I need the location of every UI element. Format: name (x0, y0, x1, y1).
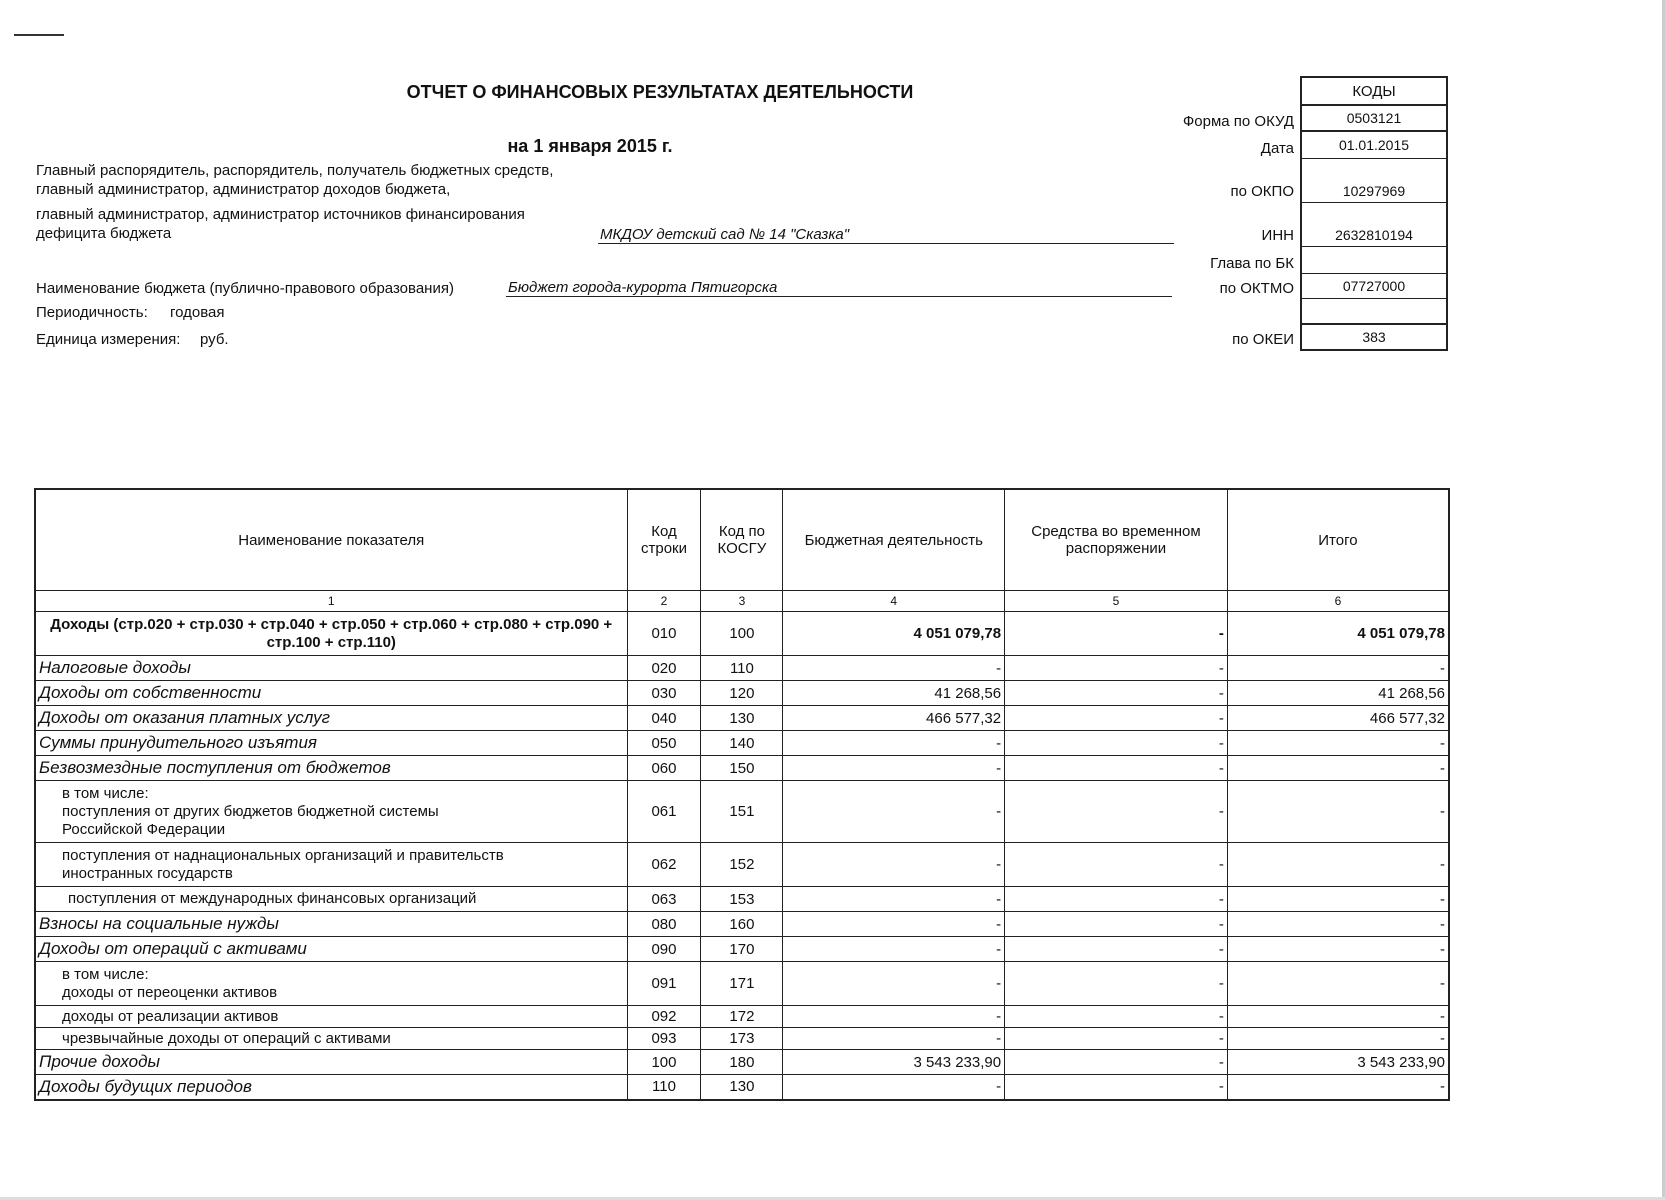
row-name: поступления от международных финансовых организаций (35, 887, 627, 912)
row-kosgu: 130 (701, 706, 783, 731)
code-oktmo: 07727000 (1301, 274, 1447, 299)
table-row (35, 656, 1449, 681)
codes-table (1300, 76, 1448, 351)
row-name (35, 962, 627, 1006)
row-kosgu: 172 (701, 1006, 783, 1028)
row-code: 100 (627, 1050, 701, 1075)
row-budget: - (783, 1006, 1005, 1028)
row-code: 040 (627, 706, 701, 731)
row-total: - (1227, 962, 1449, 1006)
table-row (35, 1028, 1449, 1050)
code-date: 01.01.2015 (1301, 131, 1447, 159)
row-name-line: иностранных государств (62, 864, 233, 882)
row-temp: - (1005, 612, 1228, 656)
row-budget: - (783, 912, 1005, 937)
row-total: - (1227, 912, 1449, 937)
table-row (35, 937, 1449, 962)
row-kosgu: 152 (701, 843, 783, 887)
row-budget: 4 051 079,78 (783, 612, 1005, 656)
col-number: 4 (783, 591, 1005, 612)
row-kosgu: 160 (701, 912, 783, 937)
row-temp: - (1005, 1006, 1228, 1028)
row-kosgu: 130 (701, 1075, 783, 1100)
row-total: - (1227, 1028, 1449, 1050)
row-name: Прочие доходы (35, 1050, 627, 1075)
table-row (35, 843, 1449, 887)
row-budget: - (783, 843, 1005, 887)
org-name: МКДОУ детский сад № 14 "Сказка" (598, 226, 1174, 244)
column-numbers-row (35, 591, 1449, 612)
code-label-inn: ИНН (1261, 227, 1294, 244)
row-temp: - (1005, 706, 1228, 731)
row-temp: - (1005, 912, 1228, 937)
row-name: Доходы от оказания платных услуг (35, 706, 627, 731)
col-number: 5 (1005, 591, 1228, 612)
budget-label: Наименование бюджета (публично-правового образования) (36, 280, 454, 297)
col-number: 3 (701, 591, 783, 612)
row-name (35, 781, 627, 843)
row-code: 060 (627, 756, 701, 781)
row-name: Взносы на социальные нужды (35, 912, 627, 937)
row-code: 092 (627, 1006, 701, 1028)
code-label-okei: по ОКЕИ (1232, 331, 1294, 348)
code-inn: 2632810194 (1301, 203, 1447, 247)
row-budget: - (783, 1075, 1005, 1100)
row-temp: - (1005, 731, 1228, 756)
row-name: чрезвычайные доходы от операций с активами (35, 1028, 627, 1050)
row-code: 062 (627, 843, 701, 887)
financial-results-table (34, 488, 1450, 1101)
col-header-budget: Бюджетная деятельность (783, 489, 1005, 591)
row-kosgu: 151 (701, 781, 783, 843)
row-code: 020 (627, 656, 701, 681)
code-glava-bk (1301, 247, 1447, 274)
row-total: - (1227, 843, 1449, 887)
row-name-line: доходы от переоценки активов (62, 983, 278, 1001)
row-name: Доходы будущих периодов (35, 1075, 627, 1100)
row-kosgu: 100 (701, 612, 783, 656)
row-kosgu: 170 (701, 937, 783, 962)
row-total: - (1227, 731, 1449, 756)
report-date: на 1 января 2015 г. (507, 136, 673, 156)
row-kosgu: 171 (701, 962, 783, 1006)
col-header-total: Итого (1227, 489, 1449, 591)
code-label-oktmo: по ОКТМО (1219, 280, 1294, 297)
row-code: 030 (627, 681, 701, 706)
row-total: - (1227, 1006, 1449, 1028)
code-okud: 0503121 (1301, 105, 1447, 131)
table-header-row (35, 489, 1449, 591)
table-row (35, 612, 1449, 656)
row-budget: - (783, 937, 1005, 962)
row-temp: - (1005, 1050, 1228, 1075)
row-budget: 466 577,32 (783, 706, 1005, 731)
row-name-line: в том числе: (62, 784, 149, 802)
row-temp: - (1005, 756, 1228, 781)
row-name: Безвозмездные поступления от бюджетов (35, 756, 627, 781)
code-empty (1301, 299, 1447, 325)
row-code: 050 (627, 731, 701, 756)
col-number: 2 (627, 591, 701, 612)
row-kosgu: 120 (701, 681, 783, 706)
row-budget: - (783, 887, 1005, 912)
code-label-okud: Форма по ОКУД (1182, 113, 1294, 130)
row-name: Доходы от собственности (35, 681, 627, 706)
budget-name: Бюджет города-курорта Пятигорска (506, 279, 1172, 297)
unit-value: руб. (200, 331, 229, 348)
row-name (35, 843, 627, 887)
row-total: 466 577,32 (1227, 706, 1449, 731)
table-row (35, 1075, 1449, 1100)
table-row (35, 912, 1449, 937)
row-budget: 3 543 233,90 (783, 1050, 1005, 1075)
row-total: 3 543 233,90 (1227, 1050, 1449, 1075)
col-number: 6 (1227, 591, 1449, 612)
col-header-temp: Средства во временном распоряжении (1005, 489, 1228, 591)
unit-label: Единица измерения: (36, 331, 181, 348)
row-temp: - (1005, 962, 1228, 1006)
row-temp: - (1005, 1028, 1228, 1050)
codes-header: КОДЫ (1301, 77, 1447, 105)
code-label-glava-bk: Глава по БК (1210, 255, 1294, 272)
row-name-line: Российской Федерации (62, 820, 226, 838)
table-row (35, 756, 1449, 781)
table-row (35, 962, 1449, 1006)
row-total: - (1227, 1075, 1449, 1100)
header-line-1: Главный распорядитель, распорядитель, получатель бюджетных средств, (36, 162, 554, 179)
row-name-line: поступления от других бюджетов бюджетной системы (62, 802, 439, 820)
code-label-okpo: по ОКПО (1230, 183, 1294, 200)
row-total: - (1227, 781, 1449, 843)
row-total: - (1227, 756, 1449, 781)
code-okei: 383 (1301, 324, 1447, 350)
row-code: 063 (627, 887, 701, 912)
row-total: - (1227, 656, 1449, 681)
row-budget: - (783, 1028, 1005, 1050)
row-code: 093 (627, 1028, 701, 1050)
row-kosgu: 110 (701, 656, 783, 681)
row-code: 110 (627, 1075, 701, 1100)
row-code: 061 (627, 781, 701, 843)
row-kosgu: 180 (701, 1050, 783, 1075)
row-name-line: в том числе: (62, 965, 149, 983)
row-code: 010 (627, 612, 701, 656)
row-code: 090 (627, 937, 701, 962)
row-total: - (1227, 937, 1449, 962)
row-temp: - (1005, 656, 1228, 681)
table-row (35, 706, 1449, 731)
table-row (35, 1006, 1449, 1028)
row-budget: - (783, 962, 1005, 1006)
row-total: 4 051 079,78 (1227, 612, 1449, 656)
header-line-2: главный администратор, администратор доходов бюджета, (36, 181, 451, 198)
row-kosgu: 173 (701, 1028, 783, 1050)
row-name: Доходы (стр.020 + стр.030 + стр.040 + стр.050 + стр.060 + стр.080 + стр.090 + стр.100 + стр.110) (35, 612, 627, 656)
row-name-line: поступления от наднациональных организаций и правительств (62, 846, 504, 864)
row-budget: - (783, 756, 1005, 781)
row-temp: - (1005, 1075, 1228, 1100)
row-name: Доходы от операций с активами (35, 937, 627, 962)
row-budget: 41 268,56 (783, 681, 1005, 706)
row-temp: - (1005, 887, 1228, 912)
row-kosgu: 150 (701, 756, 783, 781)
col-header-name: Наименование показателя (35, 489, 627, 591)
report-title: ОТЧЕТ О ФИНАНСОВЫХ РЕЗУЛЬТАТАХ ДЕЯТЕЛЬНОСТИ (406, 82, 914, 102)
table-row (35, 681, 1449, 706)
row-temp: - (1005, 937, 1228, 962)
code-label-date: Дата (1260, 140, 1294, 157)
row-temp: - (1005, 781, 1228, 843)
table-row (35, 781, 1449, 843)
row-budget: - (783, 656, 1005, 681)
table-row (35, 731, 1449, 756)
row-name: Суммы принудительного изъятия (35, 731, 627, 756)
header-line-4: дефицита бюджета (36, 225, 172, 242)
table-row (35, 1050, 1449, 1075)
row-total: - (1227, 887, 1449, 912)
period-label: Периодичность: (36, 304, 148, 321)
col-number: 1 (35, 591, 627, 612)
col-header-kosgu: Код по КОСГУ (701, 489, 783, 591)
header-line-3: главный администратор, администратор источников финансирования (36, 206, 525, 223)
col-header-code: Код строки (627, 489, 701, 591)
row-temp: - (1005, 681, 1228, 706)
row-code: 080 (627, 912, 701, 937)
code-okpo: 10297969 (1301, 159, 1447, 203)
row-total: 41 268,56 (1227, 681, 1449, 706)
table-row (35, 887, 1449, 912)
corner-mark (14, 34, 64, 36)
row-temp: - (1005, 843, 1228, 887)
row-code: 091 (627, 962, 701, 1006)
period-value: годовая (170, 304, 225, 321)
row-budget: - (783, 781, 1005, 843)
row-budget: - (783, 731, 1005, 756)
row-kosgu: 140 (701, 731, 783, 756)
row-kosgu: 153 (701, 887, 783, 912)
row-name: доходы от реализации активов (35, 1006, 627, 1028)
row-name: Налоговые доходы (35, 656, 627, 681)
